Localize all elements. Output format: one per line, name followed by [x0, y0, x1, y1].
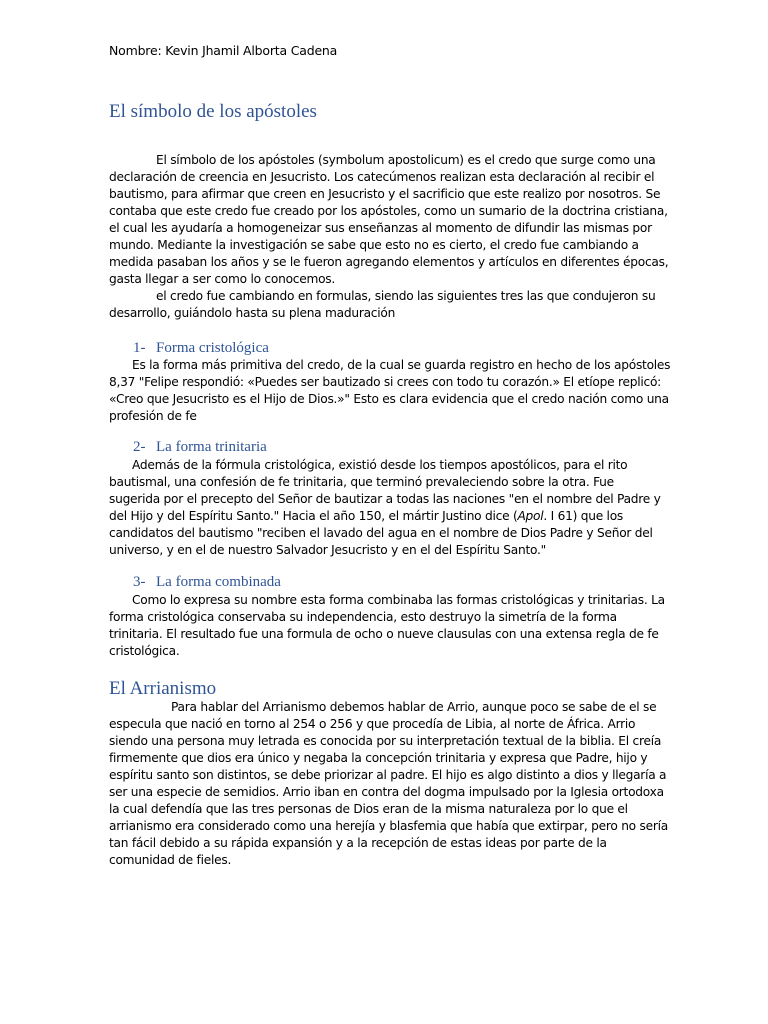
text-line: declaración de creencia en Jesucristo. Los catecúmenos realizan esta declaración al recibir el — [109, 170, 655, 184]
text-line: firmemente que dios era único y negaba la concepción trinitaria y expresa que Padre, hijo y — [109, 751, 648, 765]
arrianismo-paragraph — [109, 699, 668, 869]
section-paragraph-trinitaria — [109, 457, 659, 559]
text-line: «Creo que Jesucristo es el Hijo de Dios.»" Esto es clara evidencia que el credo nación como una — [109, 392, 669, 406]
author-name: Nombre: Kevin Jhamil Alborta Cadena — [109, 43, 338, 58]
section-number: 3- — [133, 574, 146, 590]
text-line: arrianismo era considerado como una herejía y blasfemia que había que extirpar, pero no sería — [109, 819, 668, 833]
section-heading-combinada — [133, 572, 281, 592]
section-title: La forma combinada — [156, 574, 281, 590]
section-number: 2- — [133, 439, 146, 455]
section-paragraph-combinada — [109, 592, 665, 660]
text-line: El símbolo de los apóstoles (symbolum apostolicum) es el credo que surge como una — [156, 153, 656, 167]
text-line: el credo fue cambiando en formulas, siendo las siguientes tres las que condujeron su — [156, 289, 656, 303]
section-title: La forma trinitaria — [156, 439, 267, 455]
text-line: ser una especie de semidios. Arrio iban en contra del dogma impulsado por la Iglesia ortodoxa — [109, 785, 664, 799]
text-line: comunidad de fieles. — [109, 853, 232, 867]
text-line: gasta llegar a ser como lo conocemos. — [109, 272, 336, 286]
text-line: el cual les ayudaría a homogeneizar sus enseñanzas al momento de difundir las mismas por — [109, 221, 652, 235]
text-line: bautismal, una confesión de fe trinitaria, que terminó prevaleciendo sobre la otra. Fue — [109, 475, 614, 489]
text-line: forma cristológica conservaba su independencia, esto destruyo la simetría de la forma — [109, 610, 617, 624]
text-line: espíritu santo son distintos, se debe priorizar al padre. El hijo es algo distinto a dios y llegaría a — [109, 768, 667, 782]
text-line: contaba que este credo fue creado por los apóstoles, como un sumario de la doctrina cristiana, — [109, 204, 668, 218]
text-run: . I 61) que los — [543, 509, 624, 523]
text-line: siendo una persona muy letrada es conocida por su interpretación textual de la biblia. El creía — [109, 734, 662, 748]
section-paragraph-cristologica — [109, 357, 671, 425]
text-line: sugerida por el precepto del Señor de bautizar a todas las naciones "en el nombre del Padre y — [109, 492, 661, 506]
arrianismo-heading: El Arrianismo — [109, 678, 217, 699]
section-heading-trinitaria — [133, 437, 267, 457]
text-line: especula que nació en torno al 254 o 256 y que procedía de Libia, al norte de África. Arrio — [109, 717, 636, 731]
text-line: la cual defendía que las tres personas de Dios eran de la misma naturaleza por lo que el — [109, 802, 628, 816]
text-line — [109, 508, 659, 525]
intro-paragraph — [109, 152, 669, 322]
text-line: bautismo, para afirmar que creen en Jesucristo y el sacrificio que este realizo por nosotros. Se — [109, 187, 661, 201]
text-line: universo, y en el de nuestro Salvador Jesucristo y en el del Espíritu Santo." — [109, 543, 546, 557]
text-line: desarrollo, guiándolo hasta su plena maduración — [109, 306, 396, 320]
section-title: Forma cristológica — [156, 340, 269, 356]
text-line: tan fácil debido a su rápida expansión y a la recepción de estas ideas por parte de la — [109, 836, 607, 850]
text-line: Para hablar del Arrianismo debemos hablar de Arrio, aunque poco se sabe de el se — [171, 700, 657, 714]
text-line: medida pasaban los años y se le fueron agregando elementos y artículos en diferentes épocas, — [109, 255, 669, 269]
text-line: profesión de fe — [109, 409, 197, 423]
text-run: del Hijo y del Espíritu Santo." Hacia el año 150, el mártir Justino dice ( — [109, 509, 518, 523]
text-line: Como lo expresa su nombre esta forma combinaba las formas cristológicas y trinitarias. La — [132, 593, 665, 607]
section-heading-cristologica — [133, 338, 269, 358]
text-line: Es la forma más primitiva del credo, de la cual se guarda registro en hecho de los apóstoles — [132, 358, 671, 372]
text-line: Además de la fórmula cristológica, existió desde los tiempos apostólicos, para el rito — [132, 458, 628, 472]
section-number: 1- — [133, 340, 146, 356]
text-line: cristológica. — [109, 644, 180, 658]
document-title: El símbolo de los apóstoles — [109, 101, 317, 122]
text-line: candidatos del bautismo "reciben el lavado del agua en el nombre de Dios Padre y Señor del — [109, 526, 653, 540]
text-line: 8,37 "Felipe respondió: «Puedes ser bautizado si crees con todo tu corazón.» El etíope replicó: — [109, 375, 662, 389]
citation-title: Apol — [517, 509, 544, 523]
text-line: mundo. Mediante la investigación se sabe que esto no es cierto, el credo fue cambiando a — [109, 238, 639, 252]
text-line: trinitaria. El resultado fue una formula de ocho o nueve clausulas con una extensa regla de fe — [109, 627, 659, 641]
